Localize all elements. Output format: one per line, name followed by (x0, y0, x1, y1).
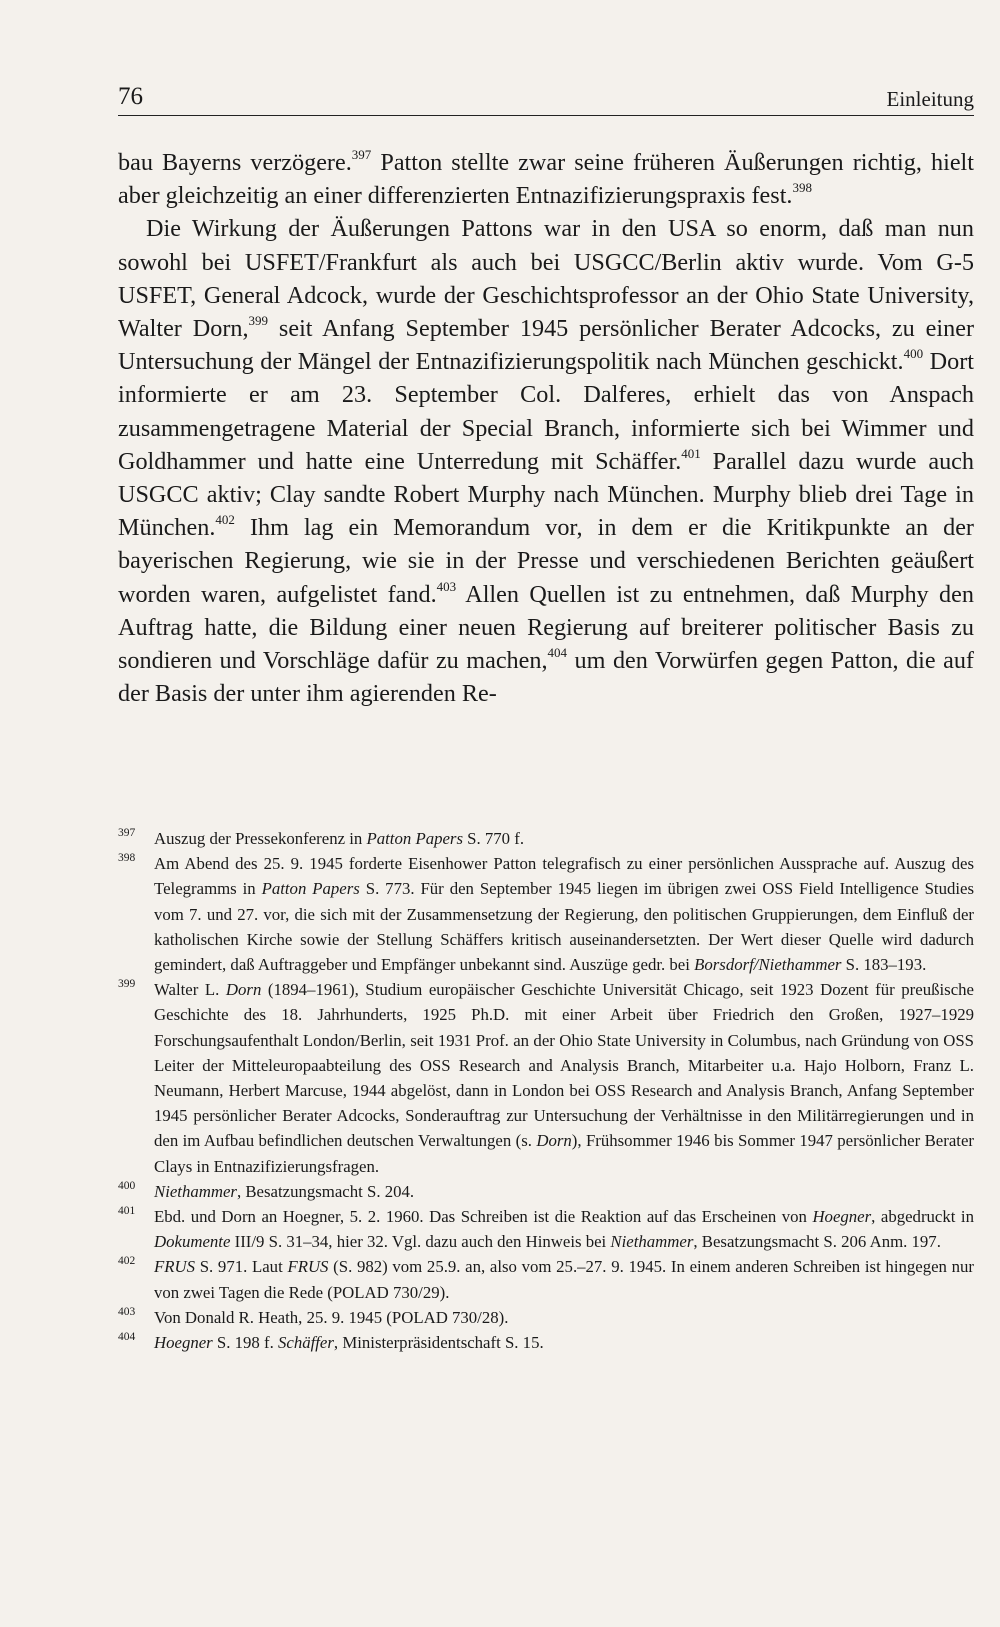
footnote-ref: 402 (215, 512, 235, 528)
footnote-ref: 400 (903, 346, 924, 362)
footnote-ref: 398 (792, 180, 812, 196)
footnote-ref: 404 (547, 644, 568, 660)
footnote-ref: 399 (248, 312, 269, 328)
page-number: 76 (118, 83, 143, 110)
footnote-number: 400 (118, 1179, 136, 1192)
footnote-number: 398 (118, 852, 136, 865)
footnote: 397 Auszug der Pressekonferenz in Patton Papers S. 770 f. (118, 826, 974, 851)
footnote: 404 Hoegner S. 198 f. Schäffer, Ministerpräsidentschaft S. 15. (118, 1330, 974, 1355)
footnote-number: 401 (118, 1205, 136, 1218)
footnote: 399 Walter L. Dorn (1894–1961), Studium europäischer Geschichte Universität Chicago, seit 1923 Dozent für preußische Geschichte des 18. Jahrhunderts, 1925 Ph.D. mit einer Arbeit über Friedrich den Großen, 1927–1929 Forschungsaufenthalt London/Berlin, seit 1931 Prof. an der Ohio State University in Columbus, nach Gründung von OSS Leiter der Mitteleuropaabteilung des OSS Research and Analysis Branch, Mitarbeiter u.a. Hajo Holborn, Franz L. Neumann, Herbert Marcuse, 1944 abgelöst, dann in London bei OSS Research and Analysis Branch, Anfang September 1945 persönlicher Berater Adcocks, Sonderauftrag zur Untersuchung der Verhältnisse in den Militärregierungen und in den im Aufbau befindlichen deutschen Verwaltungen (s. Dorn), Frühsommer 1946 bis Sommer 1947 persönlicher Berater Clays in Entnazifizierungsfragen. (118, 977, 974, 1179)
footnote: 400 Niethammer, Besatzungsmacht S. 204. (118, 1179, 974, 1204)
footnote-number: 403 (118, 1305, 136, 1318)
footnote-number: 399 (118, 978, 136, 991)
footnote-number: 397 (118, 827, 136, 839)
footnote: 401 Ebd. und Dorn an Hoegner, 5. 2. 1960. Das Schreiben ist die Reaktion auf das Erscheinen von Hoegner, abgedruckt in Dokumente III/9 S. 31–34, hier 32. Vgl. dazu auch den Hinweis bei Niethammer, Besatzungsmacht S. 206 Anm. 197. (118, 1204, 974, 1254)
footnote-ref: 403 (436, 578, 457, 594)
footnote-ref: 401 (681, 445, 701, 461)
footnote: 403 Von Donald R. Heath, 25. 9. 1945 (POLAD 730/28). (118, 1305, 974, 1330)
paragraph: bau Bayerns verzögere.$^{397}$ Patton stellte zwar seine früheren Äußerungen richtig, hielt aber gleichzeitig an einer differenzierten Entnazifizierungspraxis fest.$^{398}$ (118, 146, 974, 210)
footnote: 398 Am Abend des 25. 9. 1945 forderte Eisenhower Patton telegrafisch zu einer persönlichen Aussprache auf. Auszug des Telegramms in Patton Papers S. 773. Für den September 1945 liegen im übrigen zwei OSS Field Intelligence Studies vom 7. und 27. vor, die sich mit der Zusammensetzung der Regierung, den politischen Gruppierungen, dem Einfluß der katholischen Kirche sowie der Stellung Schäffers kritisch auseinandersetzten. Der Wert dieser Quelle wird dadurch gemindert, daß Auftraggeber und Empfänger unbekannt sind. Auszüge gedr. bei Borsdorf/Niethammer S. 183–193. (118, 851, 974, 977)
footnote-ref: 397 (351, 146, 372, 162)
footnote-number: 404 (118, 1331, 136, 1344)
footnote-number: 402 (118, 1255, 136, 1268)
page-header (118, 83, 974, 116)
footnotes (118, 826, 974, 1355)
running-head: Einleitung (886, 87, 974, 111)
main-text (118, 146, 974, 710)
paragraph: Die Wirkung der Äußerungen Pattons war in den USA so enorm, daß man nun sowohl bei USFET/Frankfurt als auch bei USGCC/Berlin aktiv wurde. Vom G-5 USFET, General Adcock, wurde der Geschichtsprofessor an der Ohio State University, Walter Dorn,$^{399}$ seit Anfang September 1945 persönlicher Berater Adcocks, zu einer Untersuchung der Mängel der Entnazifizierungspolitik nach München geschickt.$^{400}$ Dort informierte er am 23. September Col. Dalferes, erhielt das von Anspach zusammengetragene Material der Special Branch, informierte sich bei Wimmer und Goldhammer und hatte eine Unterredung mit Schäffer.$^{401}$ Parallel dazu wurde auch USGCC aktiv; Clay sandte Robert Murphy nach München. Murphy blieb drei Tage in München.$^{402}$ Ihm lag ein Memorandum vor, in dem er die Kritikpunkte an der bayerischen Regierung, wie sie in der Presse und verschiedenen Berichten geäußert worden waren, aufgelistet fand.$^{403}$ Allen Quellen ist zu entnehmen, daß Murphy den Auftrag hatte, die Bildung einer neuen Regierung auf breiterer politischer Basis zu sondieren und Vorschläge dafür zu machen,$^{404}$ um den Vorwürfen gegen Patton, die auf der Basis der unter ihm agierenden Re- (118, 215, 975, 708)
footnote: 402 FRUS S. 971. Laut FRUS (S. 982) vom 25.9. an, also vom 25.–27. 9. 1945. In einem anderen Schreiben ist hingegen nur von zwei Tagen die Rede (POLAD 730/29). (118, 1254, 974, 1304)
